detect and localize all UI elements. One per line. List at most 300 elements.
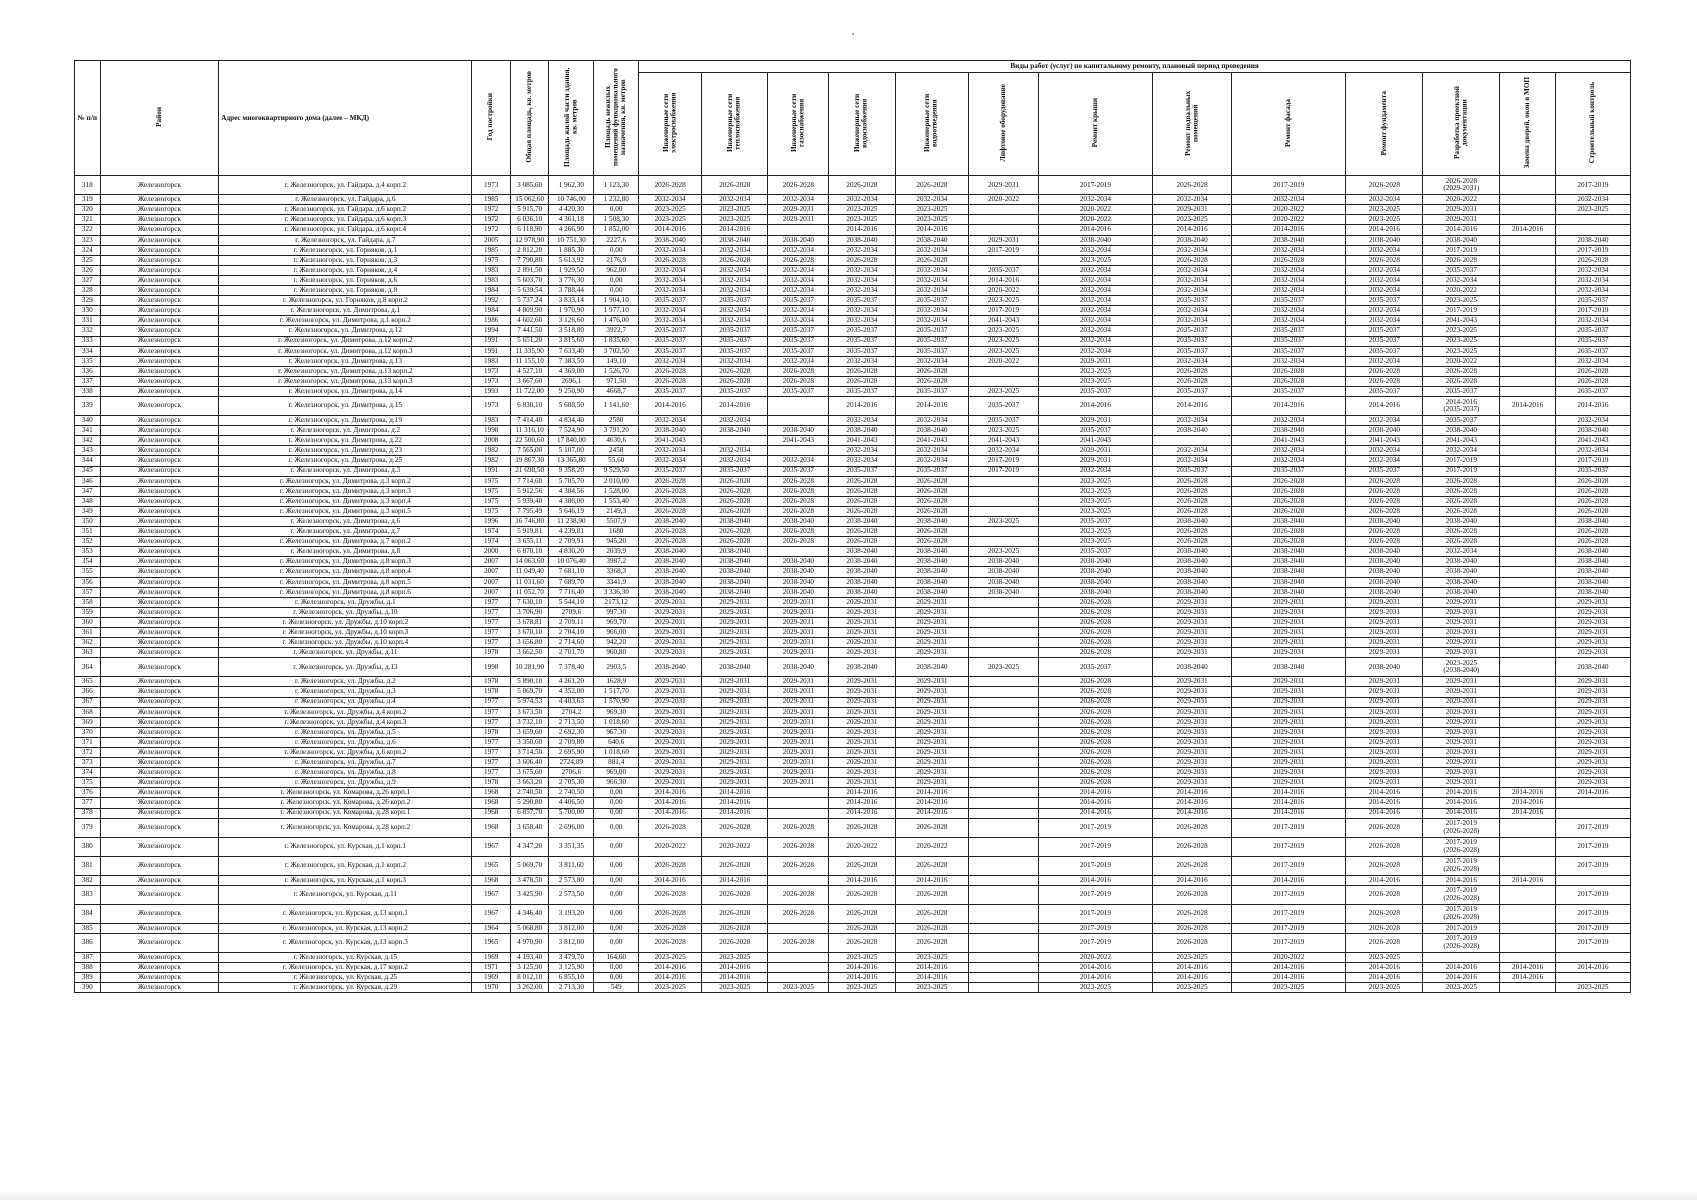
work-period-cell: 2032-2034	[829, 456, 895, 466]
total-area-cell: 5 919,81	[510, 527, 548, 537]
work-period-cell: 2023-2025	[639, 205, 702, 215]
header-work-0: Инженерные сети электроснабжения	[639, 73, 702, 176]
work-period-cell: 2029-2031	[1555, 707, 1630, 717]
work-period-cell: 2026-2028	[1153, 366, 1232, 376]
work-period-cell: 2014-2016	[1153, 798, 1232, 808]
address-cell: г. Железногорск, ул. Димитрова, д.3 корп.4	[219, 496, 472, 506]
work-period-cell: 2023-2025	[829, 205, 895, 215]
work-period-cell: 2038-2040	[702, 557, 768, 567]
year-cell: 1975	[472, 486, 510, 496]
work-period-cell: 2026-2028	[639, 176, 702, 195]
work-period-cell: 2014-2016	[1232, 962, 1346, 972]
row-number: 364	[75, 658, 101, 677]
work-period-cell: 2032-2034	[969, 446, 1038, 456]
work-period-cell: 2026-2028	[1153, 837, 1232, 856]
work-period-cell: 2017-2019	[1038, 818, 1152, 837]
work-period-cell: 2026-2028	[702, 527, 768, 537]
year-cell: 1991	[472, 336, 510, 346]
address-cell: г. Железногорск, ул. Дружбы, д.10 корп.2	[219, 617, 472, 627]
row-number: 326	[75, 265, 101, 275]
living-area-cell: 2 714,60	[549, 638, 594, 648]
work-period-cell: 2029-2031	[895, 778, 969, 788]
work-period-cell: 2029-2031	[829, 737, 895, 747]
address-cell: г. Железногорск, ул. Горняков, д.1	[219, 245, 472, 255]
work-period-cell: 2023-2025	[969, 326, 1038, 336]
district-cell: Железногорск	[100, 205, 219, 215]
work-period-cell: 2017-2019	[1038, 837, 1152, 856]
work-period-cell: 2038-2040	[768, 426, 829, 436]
district-cell: Железногорск	[100, 737, 219, 747]
work-period-cell: 2035-2037	[1346, 386, 1423, 396]
work-period-cell: 2029-2031	[768, 648, 829, 658]
work-period-cell: 2023-2025	[969, 517, 1038, 527]
work-period-cell: 2029-2031	[829, 707, 895, 717]
work-period-cell: 2038-2040	[969, 587, 1038, 597]
work-period-cell: 2014-2016	[969, 275, 1038, 285]
work-period-cell: 2026-2028	[895, 486, 969, 496]
work-period-cell: 2026-2028	[1038, 778, 1152, 788]
work-period-cell: 2023-2025	[702, 983, 768, 993]
work-period-cell: 2035-2037	[1555, 336, 1630, 346]
table-row	[75, 346, 1631, 356]
work-period-cell: 2017-2019	[1423, 923, 1500, 933]
work-period-cell: 2023-2025	[1038, 506, 1152, 516]
work-period-cell: 2026-2028	[768, 837, 829, 856]
work-period-cell	[1423, 818, 1500, 837]
work-period-cell: 2029-2031	[702, 687, 768, 697]
work-period-cell: 2014-2016	[639, 788, 702, 798]
table-row	[75, 778, 1631, 788]
row-number: 350	[75, 517, 101, 527]
year-cell: 2007	[472, 577, 510, 587]
work-period-cell	[1500, 326, 1556, 336]
row-number: 353	[75, 547, 101, 557]
work-period-cell: 2026-2028	[829, 486, 895, 496]
table-row	[75, 952, 1631, 962]
total-area-cell: 14 063,60	[510, 557, 548, 567]
work-period-cell: 2032-2034	[1555, 275, 1630, 285]
work-period-cell: 2035-2037	[1555, 346, 1630, 356]
work-period-cell: 2032-2034	[702, 316, 768, 326]
nonres-area-cell: 1 232,80	[594, 195, 639, 205]
work-period-cell: 2014-2016	[1500, 397, 1556, 416]
district-cell: Железногорск	[100, 577, 219, 587]
work-period-cell: 2017-2019	[969, 466, 1038, 476]
work-period-cell: 2032-2034	[702, 446, 768, 456]
work-period-cell: 2026-2028	[895, 376, 969, 386]
address-cell: г. Железногорск, ул. Димитрова, д.3 корп.2	[219, 476, 472, 486]
district-cell: Железногорск	[100, 628, 219, 638]
address-cell: г. Железногорск, ул. Димитрова, д.12	[219, 326, 472, 336]
work-period-cell: 2029-2031	[1346, 638, 1423, 648]
nonres-area-cell: 0,00	[594, 275, 639, 285]
year-cell: 1974	[472, 527, 510, 537]
district-cell: Железногорск	[100, 336, 219, 346]
work-period-cell: 2032-2034	[1232, 245, 1346, 255]
work-period-cell	[969, 952, 1038, 962]
work-period-cell: 2023-2025	[1153, 952, 1232, 962]
address-cell: г. Железногорск, ул. Горняков, д.8	[219, 286, 472, 296]
year-cell: 1967	[472, 885, 510, 904]
work-period-cell: 2029-2031	[1346, 758, 1423, 768]
nonres-area-cell: 0,00	[594, 904, 639, 923]
work-period-cell: 2020-2022	[1038, 215, 1152, 225]
table-row	[75, 376, 1631, 386]
header-work-8: Ремонт фасада	[1232, 73, 1346, 176]
year-cell: 1970	[472, 983, 510, 993]
address-cell: г. Железногорск, ул. Димитрова, д.8 корп.3	[219, 557, 472, 567]
address-cell: г. Железногорск, ул. Димитрова, д.19	[219, 416, 472, 426]
total-area-cell: 4 347,20	[510, 837, 548, 856]
work-period-cell	[1500, 366, 1556, 376]
work-period-cell: 2014-2016	[829, 808, 895, 818]
work-period-cell: 2014-2016	[1153, 875, 1232, 885]
total-area-cell: 11 722,00	[510, 386, 548, 396]
work-period-cell: 2026-2028	[1038, 717, 1152, 727]
district-cell: Железногорск	[100, 456, 219, 466]
work-period-cell: 2026-2028	[1232, 496, 1346, 506]
work-period-cell: 2029-2031	[1153, 737, 1232, 747]
table-row	[75, 527, 1631, 537]
year-cell: 1968	[472, 808, 510, 818]
work-period-cell: 2038-2040	[1232, 567, 1346, 577]
work-period-cell: 2020-2022	[1423, 356, 1500, 366]
year-cell: 1992	[472, 296, 510, 306]
year-cell: 1972	[472, 215, 510, 225]
address-cell: г. Железногорск, ул. Гайдара, д.6 корп.2	[219, 205, 472, 215]
row-number: 338	[75, 386, 101, 396]
work-period-cell: 2026-2028	[1346, 486, 1423, 496]
work-period-cell: 2026-2028	[1423, 376, 1500, 386]
work-period-cell	[1500, 306, 1556, 316]
work-period-cell	[969, 962, 1038, 972]
table-row	[75, 356, 1631, 366]
work-period-cell: 2038-2040	[1038, 557, 1152, 567]
district-cell: Железногорск	[100, 426, 219, 436]
district-cell: Железногорск	[100, 255, 219, 265]
work-period-cell: 2029-2031	[1153, 687, 1232, 697]
work-period-cell: 2014-2016	[639, 973, 702, 983]
nonres-area-cell: 2176,9	[594, 255, 639, 265]
total-area-cell: 11 335,90	[510, 346, 548, 356]
work-period-cell: 2026-2028	[829, 537, 895, 547]
nonres-area-cell: 0,00	[594, 933, 639, 952]
work-period-cell	[969, 476, 1038, 486]
living-area-cell: 3 351,35	[549, 837, 594, 856]
work-period-cell: 2038-2040	[768, 577, 829, 587]
work-period-cell: 2038-2040	[1153, 426, 1232, 436]
work-period-cell: 2014-2016	[1346, 875, 1423, 885]
work-period-cell: 2032-2034	[1153, 456, 1232, 466]
work-period-cell	[768, 973, 829, 983]
work-period-cell: 2029-2031	[1232, 628, 1346, 638]
work-period-cell: 2014-2016	[1038, 788, 1152, 798]
district-cell: Железногорск	[100, 818, 219, 837]
living-area-cell: 4 261,20	[549, 677, 594, 687]
work-period-cell: 2026-2028	[702, 176, 768, 195]
work-period-cell: 2038-2040	[1555, 577, 1630, 587]
work-period-cell: 2032-2034	[1153, 306, 1232, 316]
work-period-cell: 2029-2031	[829, 677, 895, 687]
total-area-cell: 5 939,40	[510, 496, 548, 506]
work-period-cell: 2023-2025	[969, 426, 1038, 436]
year-cell: 1977	[472, 707, 510, 717]
work-period-cell: 2026-2028	[1038, 638, 1152, 648]
row-number: 382	[75, 875, 101, 885]
total-area-cell: 3 663,20	[510, 778, 548, 788]
work-period-cell: 2017-2019	[1423, 306, 1500, 316]
header-n: № п/п	[75, 61, 101, 176]
work-period-cell: 2035-2037	[829, 336, 895, 346]
year-cell: 1965	[472, 856, 510, 875]
work-period-cell	[1500, 837, 1556, 856]
work-period-cell: 2014-2016	[895, 397, 969, 416]
work-period-cell: 2035-2037	[1555, 386, 1630, 396]
work-period-cell: 2014-2016	[702, 397, 768, 416]
work-period-cell: 2017-2019	[1423, 466, 1500, 476]
district-cell: Железногорск	[100, 707, 219, 717]
table-row	[75, 567, 1631, 577]
work-period-cell: 2023-2025	[969, 547, 1038, 557]
work-period-cell: 2032-2034	[895, 446, 969, 456]
total-area-cell: 6 036,10	[510, 215, 548, 225]
total-area-cell: 10 281,90	[510, 658, 548, 677]
work-period-cell: 2032-2034	[895, 195, 969, 205]
work-period-cell: 2032-2034	[1555, 446, 1630, 456]
table-row	[75, 517, 1631, 527]
district-cell: Железногорск	[100, 537, 219, 547]
work-period-cell: 2029-2031	[1346, 617, 1423, 627]
work-period-cell	[1500, 687, 1556, 697]
year-cell: 1975	[472, 255, 510, 265]
work-period-cell	[969, 537, 1038, 547]
work-period-cell: 2038-2040	[829, 547, 895, 557]
work-period-cell: 2014-2016	[829, 397, 895, 416]
living-area-cell: 3 518,80	[549, 326, 594, 336]
district-cell: Железногорск	[100, 587, 219, 597]
table-row	[75, 195, 1631, 205]
year-cell: 1984	[472, 306, 510, 316]
total-area-cell: 3 714,50	[510, 747, 548, 757]
work-period-cell: 2032-2034	[895, 416, 969, 426]
work-period-cell: 2029-2031	[1232, 768, 1346, 778]
living-area-cell: 4 403,63	[549, 697, 594, 707]
work-period-cell: 2035-2037	[895, 336, 969, 346]
work-period-cell: 2026-2028	[829, 366, 895, 376]
address-cell: г. Железногорск, ул. Дружбы, д.10	[219, 607, 472, 617]
year-cell: 2005	[472, 235, 510, 245]
work-period-cell: 2029-2031	[702, 778, 768, 788]
work-period-cell: 2041-2043	[639, 436, 702, 446]
work-period-cell	[969, 255, 1038, 265]
work-period-cell: 2035-2037	[702, 326, 768, 336]
work-period-cell: 2029-2031	[1346, 648, 1423, 658]
work-period-cell: 2029-2031	[639, 697, 702, 707]
work-period-cell: 2038-2040	[1232, 517, 1346, 527]
living-area-cell: 2 696,00	[549, 818, 594, 837]
work-period-cell	[969, 687, 1038, 697]
work-period-cell: 2029-2031	[1038, 446, 1152, 456]
work-period-cell: 2029-2031	[895, 717, 969, 727]
work-period-cell: 2035-2037	[1232, 326, 1346, 336]
total-area-cell: 5 290,80	[510, 798, 548, 808]
row-number: 371	[75, 737, 101, 747]
address-cell: г. Железногорск, ул. Дружбы, д.5	[219, 727, 472, 737]
nonres-area-cell: 2149,3	[594, 506, 639, 516]
work-period-cell: 2014-2016	[1232, 225, 1346, 235]
total-area-cell: 2 812,20	[510, 245, 548, 255]
total-area-cell: 5 651,20	[510, 336, 548, 346]
work-period-cell: 2029-2031	[969, 235, 1038, 245]
work-period-cell: 2026-2028	[702, 885, 768, 904]
work-period-cell: 2020-2022	[1232, 205, 1346, 215]
nonres-area-cell: 3 791,20	[594, 426, 639, 436]
work-period-cell: 2023-2025	[1038, 496, 1152, 506]
work-period-cell	[969, 973, 1038, 983]
address-cell: г. Железногорск, ул. Комарова, д.26 корп.2	[219, 798, 472, 808]
living-area-cell: 10 076,40	[549, 557, 594, 567]
work-period-cell: 2038-2040	[829, 235, 895, 245]
work-period-cell: 2029-2031	[702, 677, 768, 687]
work-period-cell: 2026-2028	[1038, 687, 1152, 697]
header-work-7: Ремонт подвальных помещений	[1153, 73, 1232, 176]
work-period-cell: 2038-2040	[1423, 557, 1500, 567]
work-period-cell: 2035-2037	[969, 265, 1038, 275]
address-cell: г. Железногорск, ул. Димитрова, д.1	[219, 306, 472, 316]
district-cell: Железногорск	[100, 758, 219, 768]
work-period-cell: 2023-2025	[1038, 366, 1152, 376]
work-period-cell: 2029-2031	[768, 778, 829, 788]
work-period-cell	[768, 808, 829, 818]
table-row	[75, 707, 1631, 717]
work-period-cell	[1555, 798, 1630, 808]
work-period-cell: 2029-2031	[768, 737, 829, 747]
work-period-cell: 2029-2031	[1153, 597, 1232, 607]
work-period-cell: 2023-2025	[895, 952, 969, 962]
work-period-cell: 2035-2037	[1038, 547, 1152, 557]
nonres-area-cell: 942,20	[594, 638, 639, 648]
work-period-cell	[1500, 446, 1556, 456]
nonres-area-cell: 966,00	[594, 628, 639, 638]
row-number: 362	[75, 638, 101, 648]
work-period-cell: 2023-2025	[702, 952, 768, 962]
work-period-cell: 2029-2031	[1153, 677, 1232, 687]
address-cell: г. Железногорск, ул. Димитрова, д.14	[219, 386, 472, 396]
work-period-cell: 2038-2040	[1346, 577, 1423, 587]
year-cell: 1977	[472, 747, 510, 757]
district-cell: Железногорск	[100, 265, 219, 275]
living-area-cell: 9 250,90	[549, 386, 594, 396]
work-period-cell: 2029-2031	[639, 717, 702, 727]
work-period-cell: 2014-2016	[1346, 798, 1423, 808]
work-period-cell: 2029-2031	[895, 617, 969, 627]
work-period-cell: 2029-2031	[1423, 687, 1500, 697]
work-period-cell: 2032-2034	[1555, 316, 1630, 326]
row-number: 378	[75, 808, 101, 818]
work-period-cell: 2029-2031	[895, 638, 969, 648]
work-period-main: 2023-2025	[1445, 658, 1477, 667]
table-row	[75, 788, 1631, 798]
total-area-cell: 4 527,10	[510, 366, 548, 376]
work-period-cell: 2014-2016	[829, 962, 895, 972]
district-cell: Железногорск	[100, 658, 219, 677]
address-cell: г. Железногорск, ул. Гайдара, д.6	[219, 195, 472, 205]
nonres-area-cell: 0,00	[594, 808, 639, 818]
work-period-cell: 2020-2022	[1232, 215, 1346, 225]
work-period-cell: 2026-2028	[1555, 255, 1630, 265]
nonres-area-cell: 1 528,00	[594, 486, 639, 496]
work-period-cell: 2026-2028	[1232, 486, 1346, 496]
work-period-cell: 2014-2016	[639, 808, 702, 818]
work-period-cell: 2035-2037	[702, 466, 768, 476]
work-period-cell: 2038-2040	[1555, 426, 1630, 436]
work-period-cell: 2014-2016	[702, 788, 768, 798]
district-cell: Железногорск	[100, 677, 219, 687]
work-period-cell: 2035-2037	[1555, 466, 1630, 476]
nonres-area-cell: 966,30	[594, 778, 639, 788]
work-period-cell: 2029-2031	[702, 648, 768, 658]
work-period-cell: 2032-2034	[895, 275, 969, 285]
header-district: Район	[100, 61, 219, 176]
total-area-cell: 11 155,10	[510, 356, 548, 366]
district-cell: Железногорск	[100, 506, 219, 516]
work-period-cell	[969, 376, 1038, 386]
work-period-cell: 2014-2016	[895, 788, 969, 798]
work-period-cell: 2038-2040	[1153, 557, 1232, 567]
row-number: 347	[75, 486, 101, 496]
work-period-cell: 2041-2043	[768, 436, 829, 446]
work-period-cell: 2032-2034	[1038, 306, 1152, 316]
work-period-cell: 2029-2031	[895, 687, 969, 697]
work-period-cell: 2029-2031	[639, 628, 702, 638]
row-number: 329	[75, 296, 101, 306]
work-period-cell: 2026-2028	[639, 486, 702, 496]
work-period-cell: 2032-2034	[768, 265, 829, 275]
work-period-cell	[1500, 923, 1556, 933]
work-period-cell: 2029-2031	[702, 617, 768, 627]
nonres-area-cell: 1 508,30	[594, 215, 639, 225]
work-period-cell: 2014-2016	[639, 397, 702, 416]
work-period-cell: 2029-2031	[702, 768, 768, 778]
work-period-cell: 2026-2028	[895, 506, 969, 516]
work-period-cell: 2032-2034	[895, 245, 969, 255]
total-area-cell: 8 012,10	[510, 973, 548, 983]
work-period-cell	[768, 798, 829, 808]
total-area-cell: 11 316,10	[510, 426, 548, 436]
table-row	[75, 205, 1631, 215]
table-row	[75, 677, 1631, 687]
work-period-cell: 2029-2031	[1555, 768, 1630, 778]
work-period-cell: 2026-2028	[1038, 628, 1152, 638]
address-cell: г. Железногорск, ул. Дружбы, д.7	[219, 758, 472, 768]
nonres-area-cell: 1 835,60	[594, 336, 639, 346]
work-period-cell	[969, 875, 1038, 885]
work-period-cell: 2014-2016	[1153, 788, 1232, 798]
district-cell: Железногорск	[100, 296, 219, 306]
header-work-4: Инженерные сети водоотведения	[895, 73, 969, 176]
work-period-cell: 2020-2022	[969, 356, 1038, 366]
year-cell: 1978	[472, 687, 510, 697]
district-cell: Железногорск	[100, 856, 219, 875]
header-works-group: Виды работ (услуг) по капитальному ремонту, плановый период проведения	[639, 61, 1631, 73]
address-cell: г. Железногорск, ул. Дружбы, д.8	[219, 768, 472, 778]
address-cell: г. Железногорск, ул. Дружбы, д.10 корп.4	[219, 638, 472, 648]
work-period-cell: 2026-2028	[768, 818, 829, 837]
work-period-cell: 2026-2028	[1153, 527, 1232, 537]
work-period-cell: 2026-2028	[639, 527, 702, 537]
work-period-cell: 2032-2034	[1232, 286, 1346, 296]
work-period-cell: 2029-2031	[702, 737, 768, 747]
